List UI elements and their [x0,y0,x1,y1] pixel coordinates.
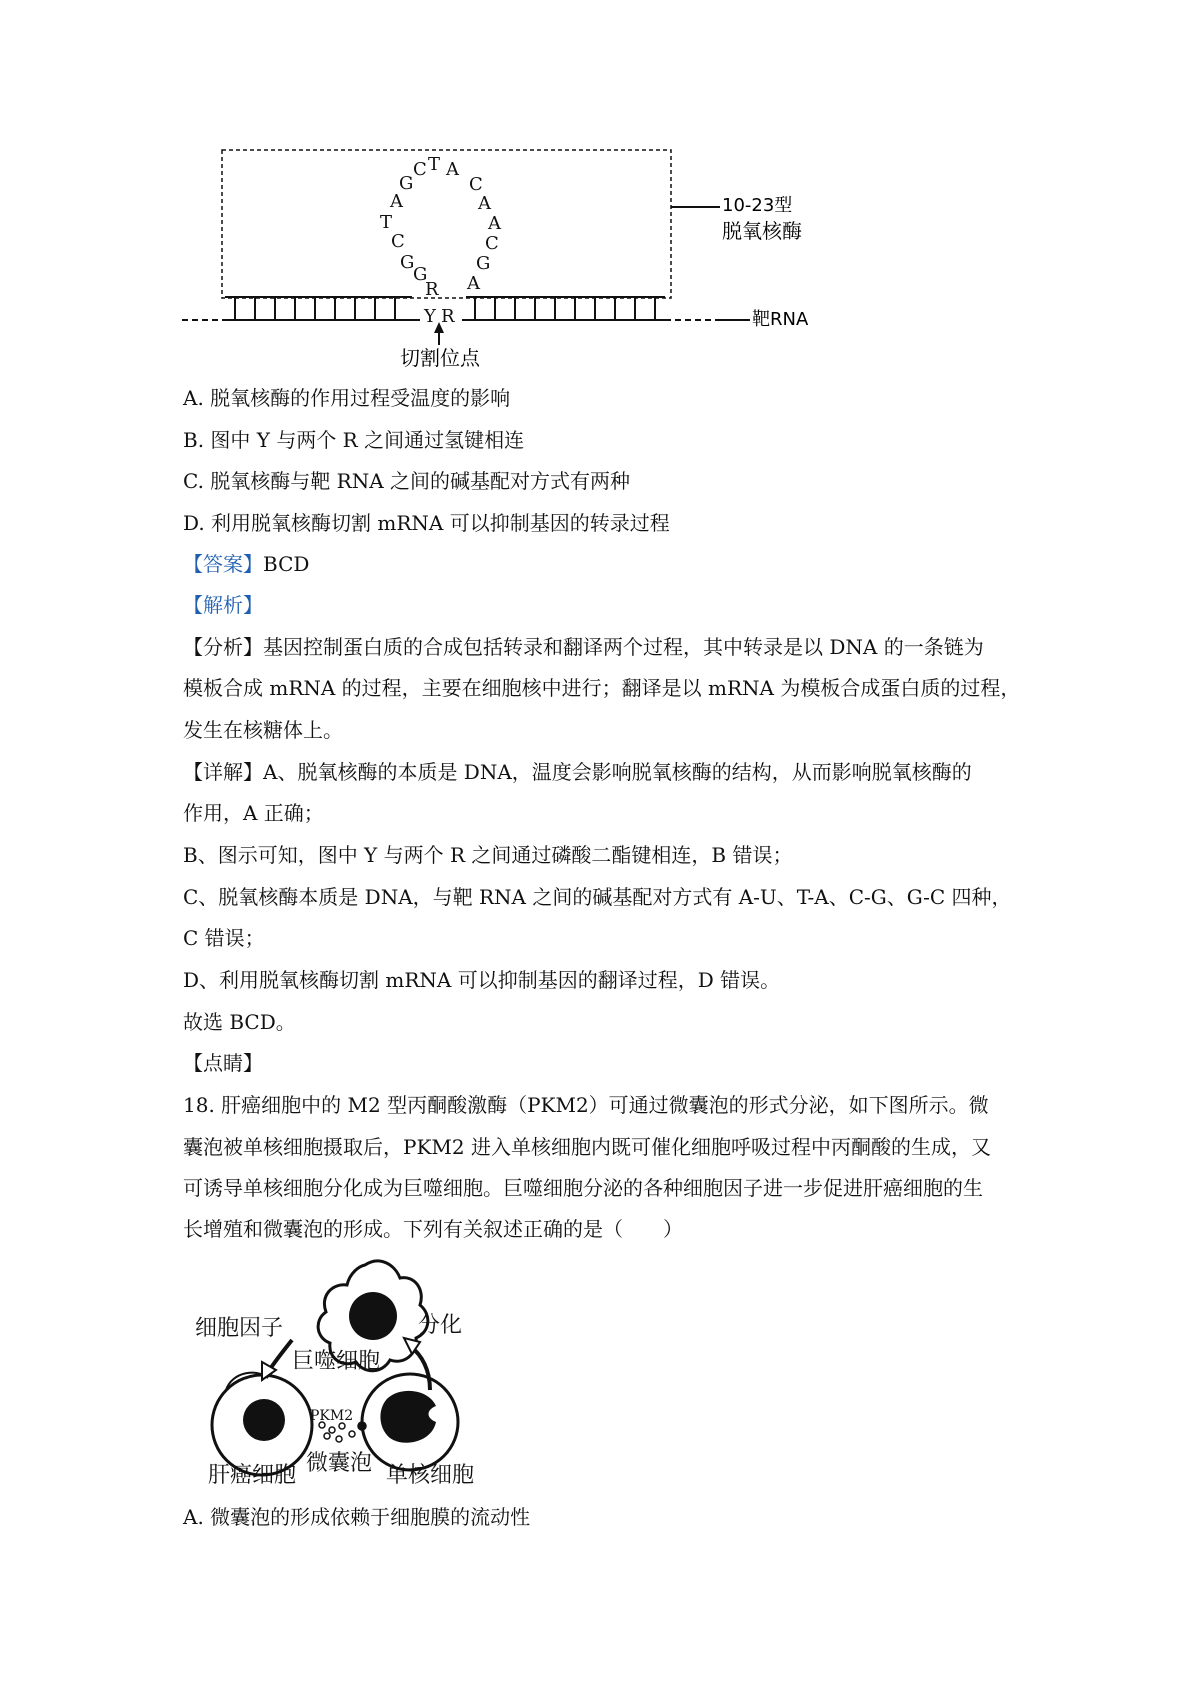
monocyte-label: 单核细胞 [386,1463,475,1488]
xiangjie-line: 【详解】A、脱氧核酶的本质是 DNA，温度会影响脱氧核酶的结构，从而影响脱氧核酶的 [183,760,972,784]
loop-base: T [380,212,393,233]
answer-value: BCD [263,552,310,576]
q17-option-d: D. 利用脱氧核酶切割 mRNA 可以抑制基因的转录过程 [183,511,670,535]
differentiate-label: 分化 [418,1313,463,1338]
enzyme-label-line1: 10-23型 [722,195,793,216]
q18-line: 长增殖和微囊泡的形成。下列有关叙述正确的是（ ） [183,1217,683,1241]
loop-base: G [399,173,414,194]
xiangjie-line: 故选 BCD。 [183,1010,296,1034]
xiangjie-line: C、脱氧核酶本质是 DNA，与靶 RNA 之间的碱基配对方式有 A-U、T-A、C-G、G-C 四种， [183,885,1012,909]
enzyme-label-line2: 脱氧核酶 [722,219,802,243]
loop-base: C [413,159,427,180]
answer-tag: 【答案】 [183,552,263,576]
xiangjie-line: B、图示可知，图中 Y 与两个 R 之间通过磷酸二酯键相连，B 错误； [183,843,793,867]
q18-option-a: A. 微囊泡的形成依赖于细胞膜的流动性 [183,1505,531,1529]
loop-base: C [469,174,483,195]
q17-option-a: A. 脱氧核酶的作用过程受温度的影响 [183,386,511,410]
q18-line: 可诱导单核细胞分化成为巨噬细胞。巨噬细胞分泌的各种细胞因子进一步促进肝癌细胞的生 [183,1176,983,1200]
loop-base: G [413,264,428,285]
cytokine-label: 细胞因子 [195,1316,284,1341]
xiangjie-line: 作用，A 正确； [183,801,324,825]
dianjing-tag: 【点睛】 [183,1051,263,1075]
fenxi-line: 【分析】基因控制蛋白质的合成包括转录和翻译两个过程，其中转录是以 DNA 的一条链为 [183,635,984,659]
fenxi-line: 发生在核糖体上。 [183,718,343,742]
loop-base: T [428,154,441,175]
fenxi-line: 模板合成 mRNA 的过程，主要在细胞核中进行；翻译是以 mRNA 为模板合成蛋白质的过程， [183,676,1021,700]
vesicle-label: 微囊泡 [306,1451,373,1476]
q18-line: 18. 肝癌细胞中的 M2 型丙酮酸激酶（PKM2）可通过微囊泡的形式分泌，如下图所示。微 [183,1093,989,1117]
q17-option-c: C. 脱氧核酶与靶 RNA 之间的碱基配对方式有两种 [183,469,631,493]
base-y: Y [424,306,436,327]
dnazyme-figure [0,0,1200,380]
liver-cancer-label: 肝癌细胞 [208,1463,297,1488]
analysis-tag: 【解析】 [183,593,263,617]
xiangjie-line: D、利用脱氧核酶切割 mRNA 可以抑制基因的翻译过程，D 错误。 [183,968,781,992]
loop-base: A [446,159,459,180]
loop-base: A [488,213,501,234]
q18-line: 囊泡被单核细胞摄取后，PKM2 进入单核细胞内既可催化细胞呼吸过程中丙酮酸的生成，又 [183,1135,991,1159]
loop-base: R [425,279,439,300]
cut-site-label: 切割位点 [400,346,480,370]
loop-base: A [390,191,403,212]
target-rna-label: 靶RNA [752,309,809,330]
macrophage-label: 巨噬细胞 [292,1349,381,1374]
pkm2-label: PKM2 [310,1408,354,1424]
base-r: R [441,306,455,327]
loop-base: G [476,253,491,274]
loop-base: C [485,233,499,254]
loop-base: C [391,231,405,252]
cell-cycle-figure [0,1250,1200,1500]
q17-option-b: B. 图中 Y 与两个 R 之间通过氢键相连 [183,428,525,452]
xiangjie-line: C 错误； [183,926,265,950]
loop-base: G [400,252,415,273]
answer-line [183,551,309,577]
loop-base: A [478,193,491,214]
loop-base: A [467,273,480,294]
